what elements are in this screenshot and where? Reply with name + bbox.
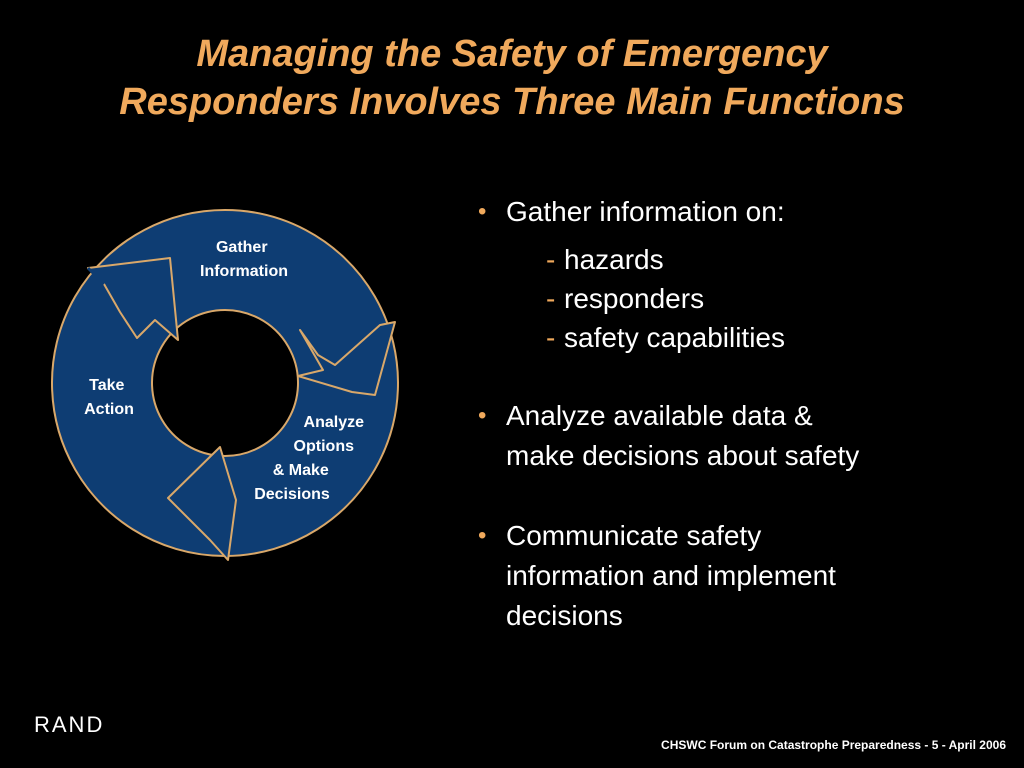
cycle-label-gather-line-1: Gather bbox=[215, 239, 268, 256]
rand-logo: RAND bbox=[34, 712, 105, 737]
sub-bullet-text: safety capabilities bbox=[564, 322, 786, 353]
slide-title bbox=[0, 30, 1024, 126]
bullet-text: Communicate safety information and implement decisions bbox=[506, 520, 836, 631]
bullet-item-communicate bbox=[478, 516, 836, 636]
sub-bullet-glyph: - bbox=[546, 244, 556, 275]
sub-bullet-item bbox=[546, 279, 785, 318]
bullet-text: Gather information on: bbox=[506, 196, 785, 227]
sub-bullet-glyph: - bbox=[546, 322, 556, 353]
bullet-item-analyze bbox=[478, 396, 859, 476]
bullet-glyph: • bbox=[478, 522, 487, 549]
sub-bullet-glyph: - bbox=[546, 283, 556, 314]
slide-title-line-1: Managing the Safety of Emergency bbox=[196, 33, 828, 75]
bullet-glyph: • bbox=[478, 198, 487, 225]
cycle-label-analyze-line-1: Analyze bbox=[303, 414, 365, 431]
cycle-label-analyze-line-4: Decisions bbox=[254, 486, 330, 503]
cycle-label-take-line-2: Action bbox=[84, 401, 134, 418]
sub-bullet-item bbox=[546, 240, 785, 279]
sub-bullet-text: responders bbox=[564, 283, 705, 314]
cycle-label-analyze-line-2: Options bbox=[293, 438, 354, 455]
slide-footer: CHSWC Forum on Catastrophe Preparedness - 5 - April 2006 bbox=[661, 738, 1006, 752]
sub-bullet-list bbox=[546, 240, 785, 357]
cycle-label-gather-line-2: Information bbox=[200, 263, 288, 280]
bullet-item-gather bbox=[478, 192, 785, 232]
cycle-label-take-line-1: Take bbox=[89, 377, 125, 394]
cycle-diagram bbox=[40, 195, 420, 575]
sub-bullet-text: hazards bbox=[564, 244, 664, 275]
cycle-label-analyze-line-3: & Make bbox=[272, 462, 329, 479]
slide-title-line-2: Responders Involves Three Main Functions bbox=[119, 81, 905, 123]
bullet-text: Analyze available data & make decisions about safety bbox=[506, 400, 860, 471]
bullet-glyph: • bbox=[478, 402, 487, 429]
sub-bullet-item bbox=[546, 318, 785, 357]
